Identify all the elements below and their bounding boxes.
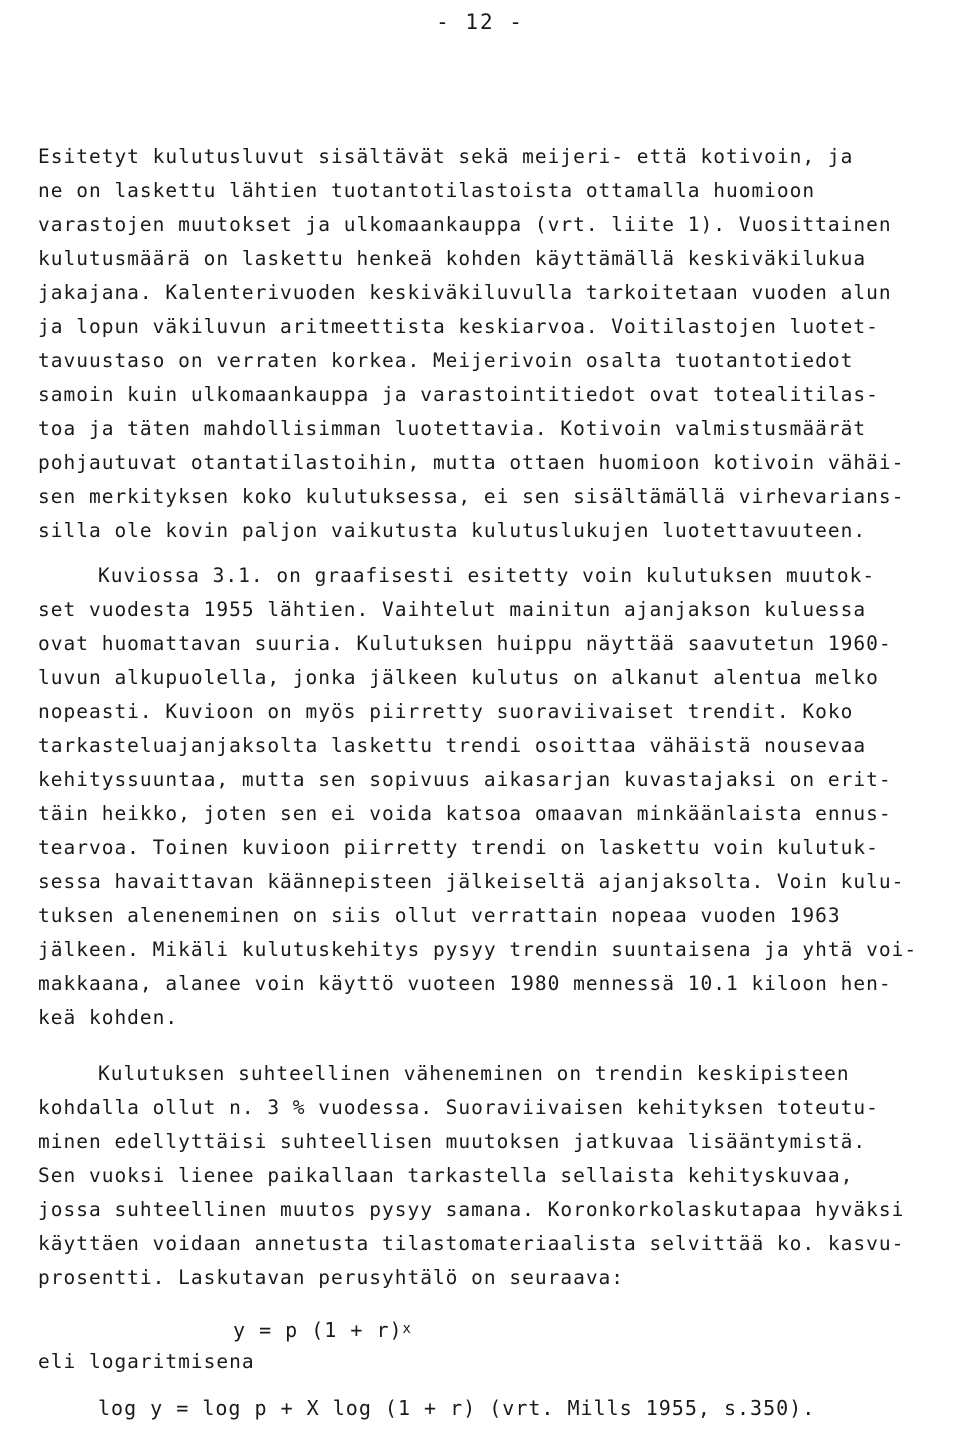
paragraph-2-line: makkaana, alanee voin käyttö vuoteen 1980 mennessä 10.1 kiloon hen-: [38, 972, 892, 995]
growth-formula-base: y = p (1 + r): [233, 1318, 403, 1342]
paragraph-2-line: sessa havaittavan käännepisteen jälkeiseltä ajanjaksolta. Voin kulu-: [38, 870, 905, 893]
paragraph-2-line: tuksen aleneneminen on siis ollut verrattain nopeaa vuoden 1963: [38, 904, 841, 927]
paragraph-2-line: täin heikko, joten sen ei voida katsoa omaavan minkäänlaista ennus-: [38, 802, 892, 825]
paragraph-1-line: tavuustaso on verraten korkea. Meijerivoin osalta tuotantotiedot: [38, 349, 854, 372]
paragraph-1-line: samoin kuin ulkomaankauppa ja varastointitiedot ovat totealitilas-: [38, 383, 879, 406]
growth-formula: [233, 1320, 412, 1340]
logarithmic-label: eli logaritmisena: [38, 1350, 255, 1373]
paragraph-1-line: ne on laskettu lähtien tuotantotilastoista ottamalla huomioon: [38, 179, 816, 202]
paragraph-2-line: luvun alkupuolella, jonka jälkeen kulutus on alkanut alentua melko: [38, 666, 879, 689]
paragraph-1-line: silla ole kovin paljon vaikutusta kulutuslukujen luotettavuuteen.: [38, 519, 867, 542]
paragraph-1-line: sen merkityksen koko kulutuksessa, ei sen sisältämällä virhevarians-: [38, 485, 905, 508]
paragraph-1-line: kulutusmäärä on laskettu henkeä kohden käyttämällä keskiväkilukua: [38, 247, 867, 270]
paragraph-2-line: ovat huomattavan suuria. Kulutuksen huippu näyttää saavutetun 1960-: [38, 632, 892, 655]
paragraph-3-line: jossa suhteellinen muutos pysyy samana. Koronkorkolaskutapaa hyväksi: [38, 1198, 905, 1221]
growth-formula-exponent: x: [402, 1321, 412, 1337]
paragraph-3-line: kohdalla ollut n. 3 % vuodessa. Suoraviivaisen kehityksen toteutu-: [38, 1096, 879, 1119]
paragraph-2-line: kehityssuuntaa, mutta sen sopivuus aikasarjan kuvastajaksi on erit-: [38, 768, 892, 791]
paragraph-1-line: ja lopun väkiluvun aritmeettista keskiarvoa. Voitilastojen luotet-: [38, 315, 879, 338]
paragraph-3-line: käyttäen voidaan annetusta tilastomateriaalista selvittää ko. kasvu-: [38, 1232, 905, 1255]
paragraph-2-line: Kuviossa 3.1. on graafisesti esitetty voin kulutuksen muutok-: [98, 564, 876, 587]
page-number: - 12 -: [436, 10, 524, 34]
paragraph-2-line: tarkasteluajanjaksolta laskettu trendi osoittaa vähäistä nousevaa: [38, 734, 867, 757]
paragraph-1-line: varastojen muutokset ja ulkomaankauppa (vrt. liite 1). Vuosittainen: [38, 213, 892, 236]
paragraph-2-line: nopeasti. Kuvioon on myös piirretty suoraviivaiset trendit. Koko: [38, 700, 854, 723]
paragraph-2-line: set vuodesta 1955 lähtien. Vaihtelut mainitun ajanjakson kuluessa: [38, 598, 867, 621]
paragraph-1-line: jakajana. Kalenterivuoden keskiväkiluvulla tarkoitetaan vuoden alun: [38, 281, 892, 304]
paragraph-3-line: Kulutuksen suhteellinen väheneminen on trendin keskipisteen: [98, 1062, 850, 1085]
log-formula: log y = log p + X log (1 + r) (vrt. Mills 1955, s.350).: [98, 1396, 816, 1420]
paragraph-2-line: jälkeen. Mikäli kulutuskehitys pysyy trendin suuntaisena ja yhtä voi-: [38, 938, 918, 961]
paragraph-1-line: Esitetyt kulutusluvut sisältävät sekä meijeri- että kotivoin, ja: [38, 145, 854, 168]
paragraph-3-line: prosentti. Laskutavan perusyhtälö on seuraava:: [38, 1266, 625, 1289]
paragraph-2-line: tearvoa. Toinen kuvioon piirretty trendi on laskettu voin kulutuk-: [38, 836, 879, 859]
paragraph-3-line: minen edellyttäisi suhteellisen muutoksen jatkuvaa lisääntymistä.: [38, 1130, 867, 1153]
paragraph-1-line: toa ja täten mahdollisimman luotettavia. Kotivoin valmistusmäärät: [38, 417, 867, 440]
paragraph-2-line: keä kohden.: [38, 1006, 179, 1029]
paragraph-1-line: pohjautuvat otantatilastoihin, mutta ottaen huomioon kotivoin vähäi-: [38, 451, 905, 474]
paragraph-3-line: Sen vuoksi lienee paikallaan tarkastella sellaista kehityskuvaa,: [38, 1164, 854, 1187]
